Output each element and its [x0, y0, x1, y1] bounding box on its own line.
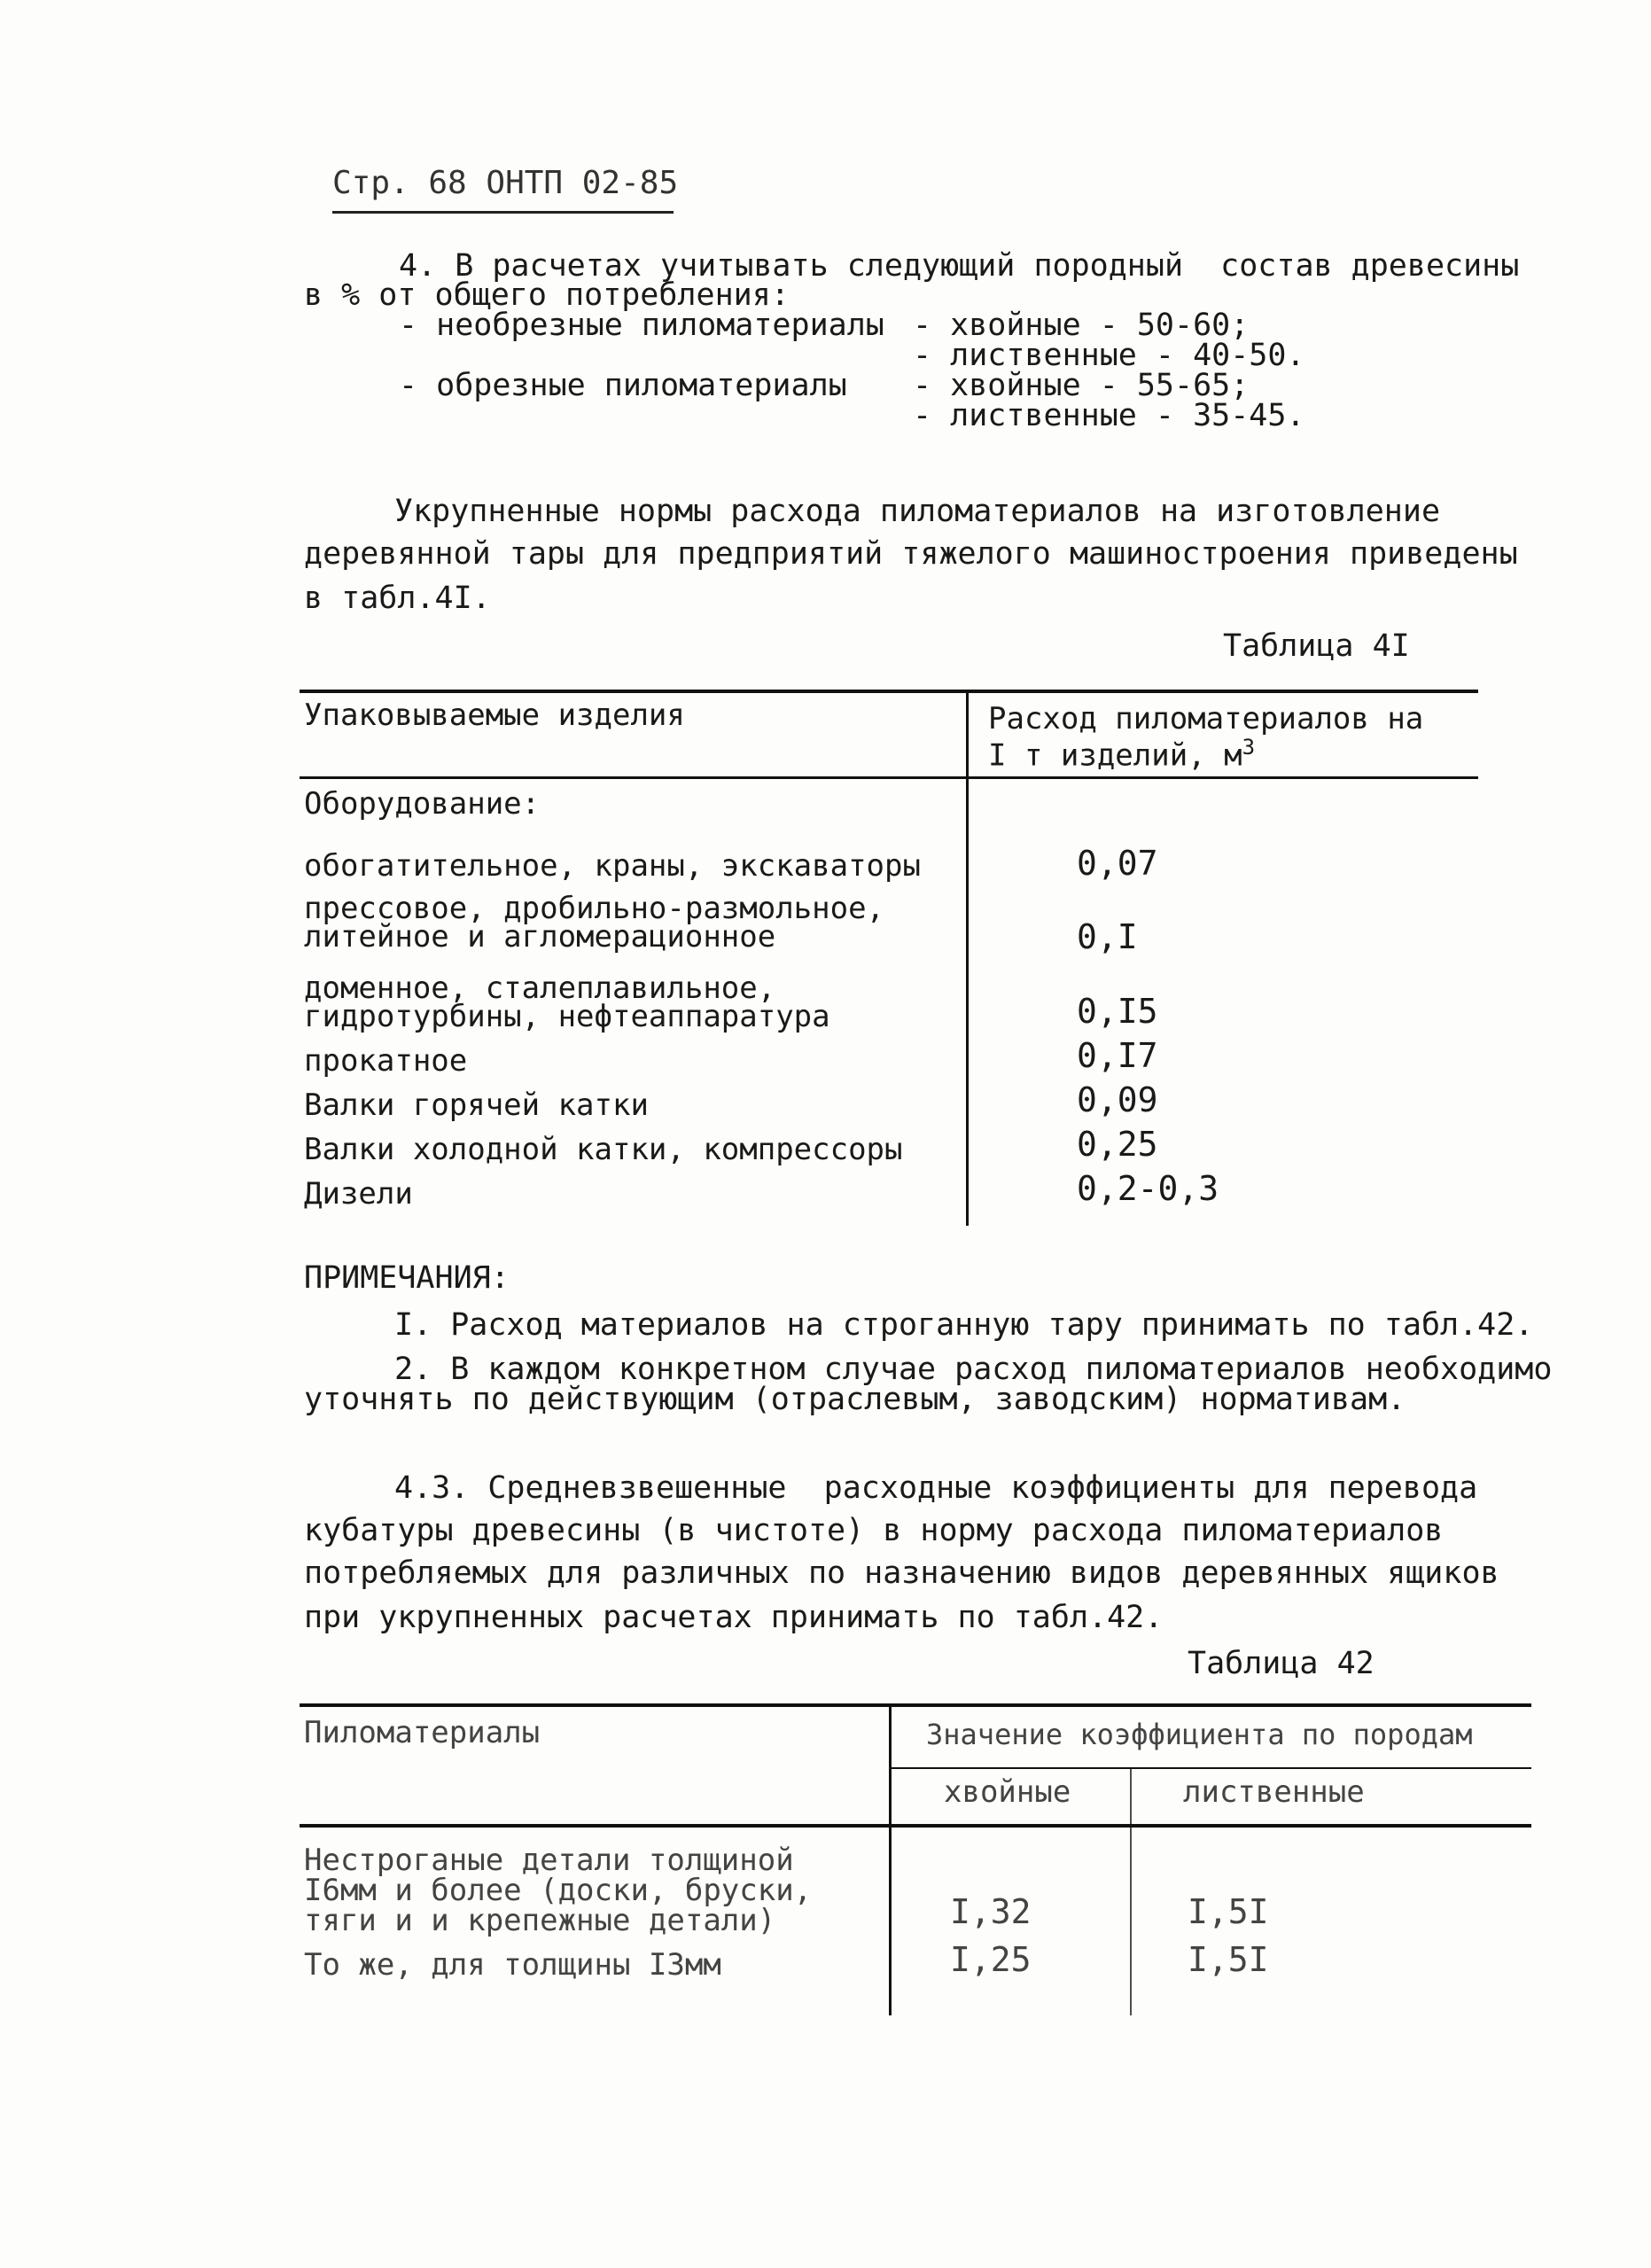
section4-line1: 4. В расчетах учитывать следующий породный состав древесины: [399, 248, 1520, 284]
note-1: I. Расход материалов на строганную тару принимать по табл.42.: [394, 1307, 1534, 1343]
species-item-left: - необрезные пиломатериалы: [399, 308, 884, 343]
table41-column-divider: [966, 690, 969, 1226]
table42-group-header: Значение коэффициента по породам: [926, 1718, 1473, 1751]
table42-value-hardwood: I,5I: [1188, 1892, 1269, 1931]
table41-group-label: Оборудование:: [304, 786, 541, 822]
table41-header-rule: [300, 776, 1478, 779]
table41-row-value: 0,I7: [1077, 1036, 1158, 1075]
table42-value-softwood: I,32: [950, 1892, 1032, 1931]
table41-row-value: 0,09: [1077, 1080, 1158, 1119]
species-item-right: - хвойные - 50-60;: [913, 308, 1250, 343]
section43-line4: при укрупненных расчетах принимать по табл.42.: [304, 1600, 1164, 1635]
table41-col2-header: [988, 732, 1256, 774]
table41-caption: Таблица 4I: [1223, 628, 1410, 664]
table42-subheader-hardwood: лиственные: [1183, 1774, 1365, 1810]
species-item-right: - хвойные - 55-65;: [913, 368, 1250, 403]
table41-row-name: литейное и агломерационное: [304, 919, 776, 955]
table42-caption: Таблица 42: [1188, 1646, 1375, 1681]
species-item-right: - лиственные - 40-50.: [913, 338, 1305, 373]
table42-subheader-softwood: хвойные: [944, 1774, 1071, 1810]
species-item-left: - обрезные пиломатериалы: [399, 368, 847, 403]
table42-row-name: То же, для толщины I3мм: [304, 1947, 721, 1983]
table41-row-name: прессовое, дробильно-размольное,: [304, 891, 885, 926]
table41-col2-header: Расход пиломатериалов на: [988, 701, 1424, 737]
table42-header-rule: [300, 1824, 1531, 1828]
note-2-line2: уточнять по действующим (отраслевым, заводским) нормативам.: [304, 1382, 1406, 1417]
notes-title: ПРИМЕЧАНИЯ:: [304, 1260, 510, 1296]
table42-value-softwood: I,25: [950, 1940, 1032, 1979]
table42-row-name: тяги и и крепежные детали): [304, 1903, 776, 1938]
table41-row-name: Дизели: [304, 1176, 413, 1212]
intro41-line1: Укрупненные нормы расхода пиломатериалов на изготовление: [394, 494, 1441, 529]
table41-row-name: гидротурбины, нефтеаппаратура: [304, 999, 830, 1034]
table41-row-name: прокатное: [304, 1043, 468, 1079]
table42-row-name: I6мм и более (доски, бруски,: [304, 1873, 813, 1908]
table42-col1-header: Пиломатериалы: [304, 1715, 541, 1750]
species-item-right: - лиственные - 35-45.: [913, 398, 1305, 433]
section43-line2: кубатуры древесины (в чистоте) в норму расхода пиломатериалов: [304, 1513, 1444, 1548]
table41-row-name: Валки холодной катки, компрессоры: [304, 1132, 903, 1167]
table41-row-name: обогатительное, краны, экскаваторы: [304, 848, 921, 884]
intro41-line2: деревянной тары для предприятий тяжелого машиностроения приведены: [304, 536, 1518, 572]
table41-row-name: Валки горячей катки: [304, 1087, 649, 1123]
table42-row-name: Нестроганые детали толщиной: [304, 1843, 794, 1878]
table41-row-value: 0,I: [1077, 917, 1138, 956]
section43-line3: потребляемых для различных по назначению видов деревянных ящиков: [304, 1555, 1499, 1591]
intro41-line3: в табл.4I.: [304, 581, 491, 616]
table41-row-value: 0,25: [1077, 1125, 1158, 1164]
table41-row-value: 0,07: [1077, 844, 1158, 883]
table42-subcolumn-divider: [1130, 1769, 1132, 2015]
page-header: Стр. 68 ОНТП 02-85: [332, 165, 679, 201]
section4-line2: в % от общего потребления:: [304, 277, 790, 313]
table41-top-rule: [300, 690, 1478, 693]
table41-col2-header-unit: I т изделий, м: [988, 737, 1242, 774]
header-underline: [332, 211, 674, 214]
table41-col2-header-superscript: 3: [1242, 735, 1256, 760]
table41-row-value: 0,2-0,3: [1077, 1169, 1219, 1208]
note-2-line1: 2. В каждом конкретном случае расход пиломатериалов необходимо: [394, 1352, 1553, 1387]
table42-column-divider: [889, 1703, 892, 2015]
table41-row-value: 0,I5: [1077, 992, 1158, 1031]
table42-top-rule: [300, 1703, 1531, 1707]
table41-row-name: доменное, сталеплавильное,: [304, 970, 776, 1006]
section43-line1: 4.3. Средневзвешенные расходные коэффициенты для перевода: [394, 1470, 1478, 1506]
table41-col1-header: Упаковываемые изделия: [304, 698, 685, 733]
table42-subheader-rule: [891, 1767, 1531, 1769]
table42-value-hardwood: I,5I: [1188, 1940, 1269, 1979]
